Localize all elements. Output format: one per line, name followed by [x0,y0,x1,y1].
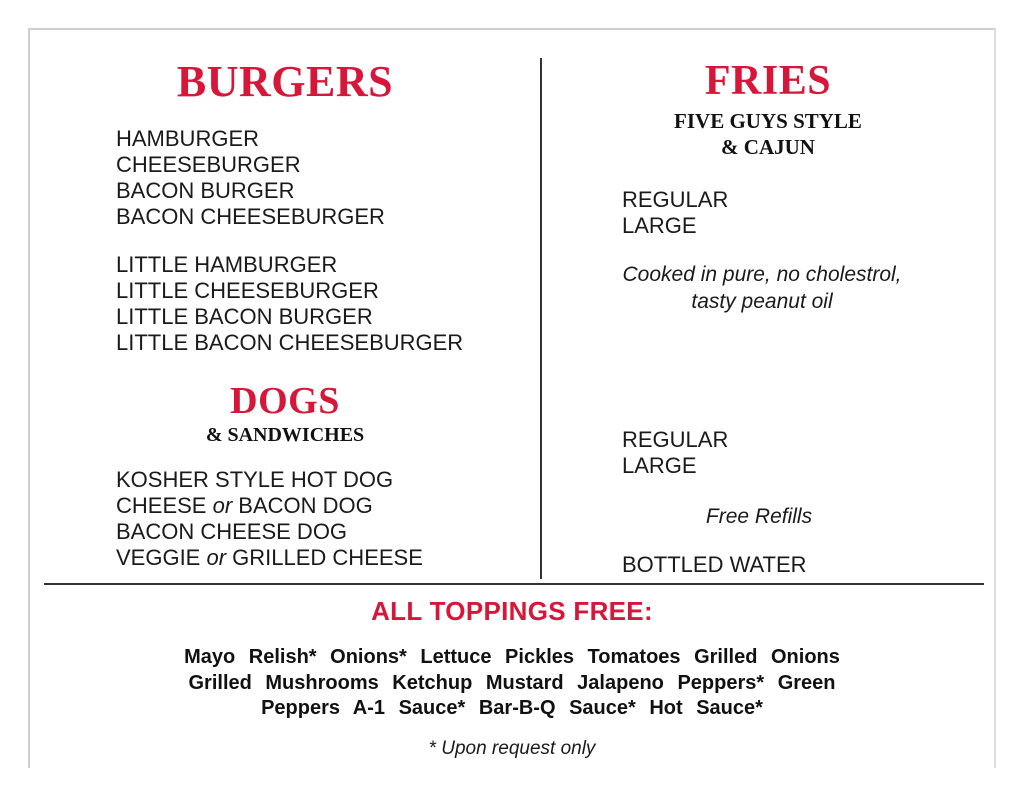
burgers-list-primary [116,126,540,230]
toppings-line-2: Grilled Mushrooms Ketchup Mustard Jalapeno Peppers* Green [188,671,836,694]
menu-item: REGULAR [622,427,729,453]
right-column [542,30,994,585]
fries-note-line-2: tasty peanut oil [691,289,833,313]
menu-item: VEGGIE or GRILLED CHEESE [116,544,423,570]
menu-item: LITTLE BACON CHEESEBURGER [116,330,464,356]
fries-note-line-1: Cooked in pure, no cholestrol, [622,262,902,286]
menu-item: KOSHER STYLE HOT DOG [116,466,394,492]
toppings-section [30,596,994,760]
drinks-refills-note: Free Refills [705,505,813,529]
horizontal-divider [44,583,984,585]
fries-section-subtitle [542,108,994,161]
menu-item: LARGE [622,453,697,479]
fries-subtitle-line-1: FIVE GUYS STYLE [674,109,862,134]
drinks-size-list [622,427,994,479]
menu-item: LARGE [622,212,697,238]
burgers-list-little [116,252,540,356]
bottled-water-item: BOTTLED WATER [622,552,807,578]
toppings-list [82,645,942,722]
menu-item: CHEESE or BACON DOG [116,492,373,518]
left-column [30,30,540,585]
menu-item: LITTLE HAMBURGER [116,252,338,278]
fries-section-title: FRIES [704,58,832,104]
dogs-list [116,467,540,571]
dogs-section-subtitle: & SANDWICHES [205,423,365,446]
burgers-section-title: BURGERS [176,57,394,106]
dogs-section-title: DOGS [230,380,340,423]
toppings-note: * Upon request only [428,737,596,759]
menu-item: BACON CHEESEBURGER [116,204,385,230]
fries-note [570,261,954,316]
toppings-title: ALL TOPPINGS FREE: [371,596,653,626]
menu-item: HAMBURGER [116,126,260,152]
menu-item: BACON BURGER [116,178,295,204]
menu-item: CHEESEBURGER [116,152,301,178]
menu-board [28,28,996,768]
menu-columns [30,30,994,585]
fries-subtitle-line-2: & CAJUN [721,135,815,160]
menu-item: LITTLE CHEESEBURGER [116,278,379,304]
drinks-spacer [542,315,994,427]
toppings-line-1: Mayo Relish* Onions* Lettuce Pickles Tomatoes Grilled Onions [184,646,840,668]
menu-item: BACON CHEESE DOG [116,518,348,544]
fries-size-list [622,187,994,239]
menu-item: REGULAR [622,186,729,212]
menu-item: LITTLE BACON BURGER [116,304,373,330]
toppings-line-3: Peppers A-1 Sauce* Bar-B-Q Sauce* Hot Sauce* [261,697,763,720]
